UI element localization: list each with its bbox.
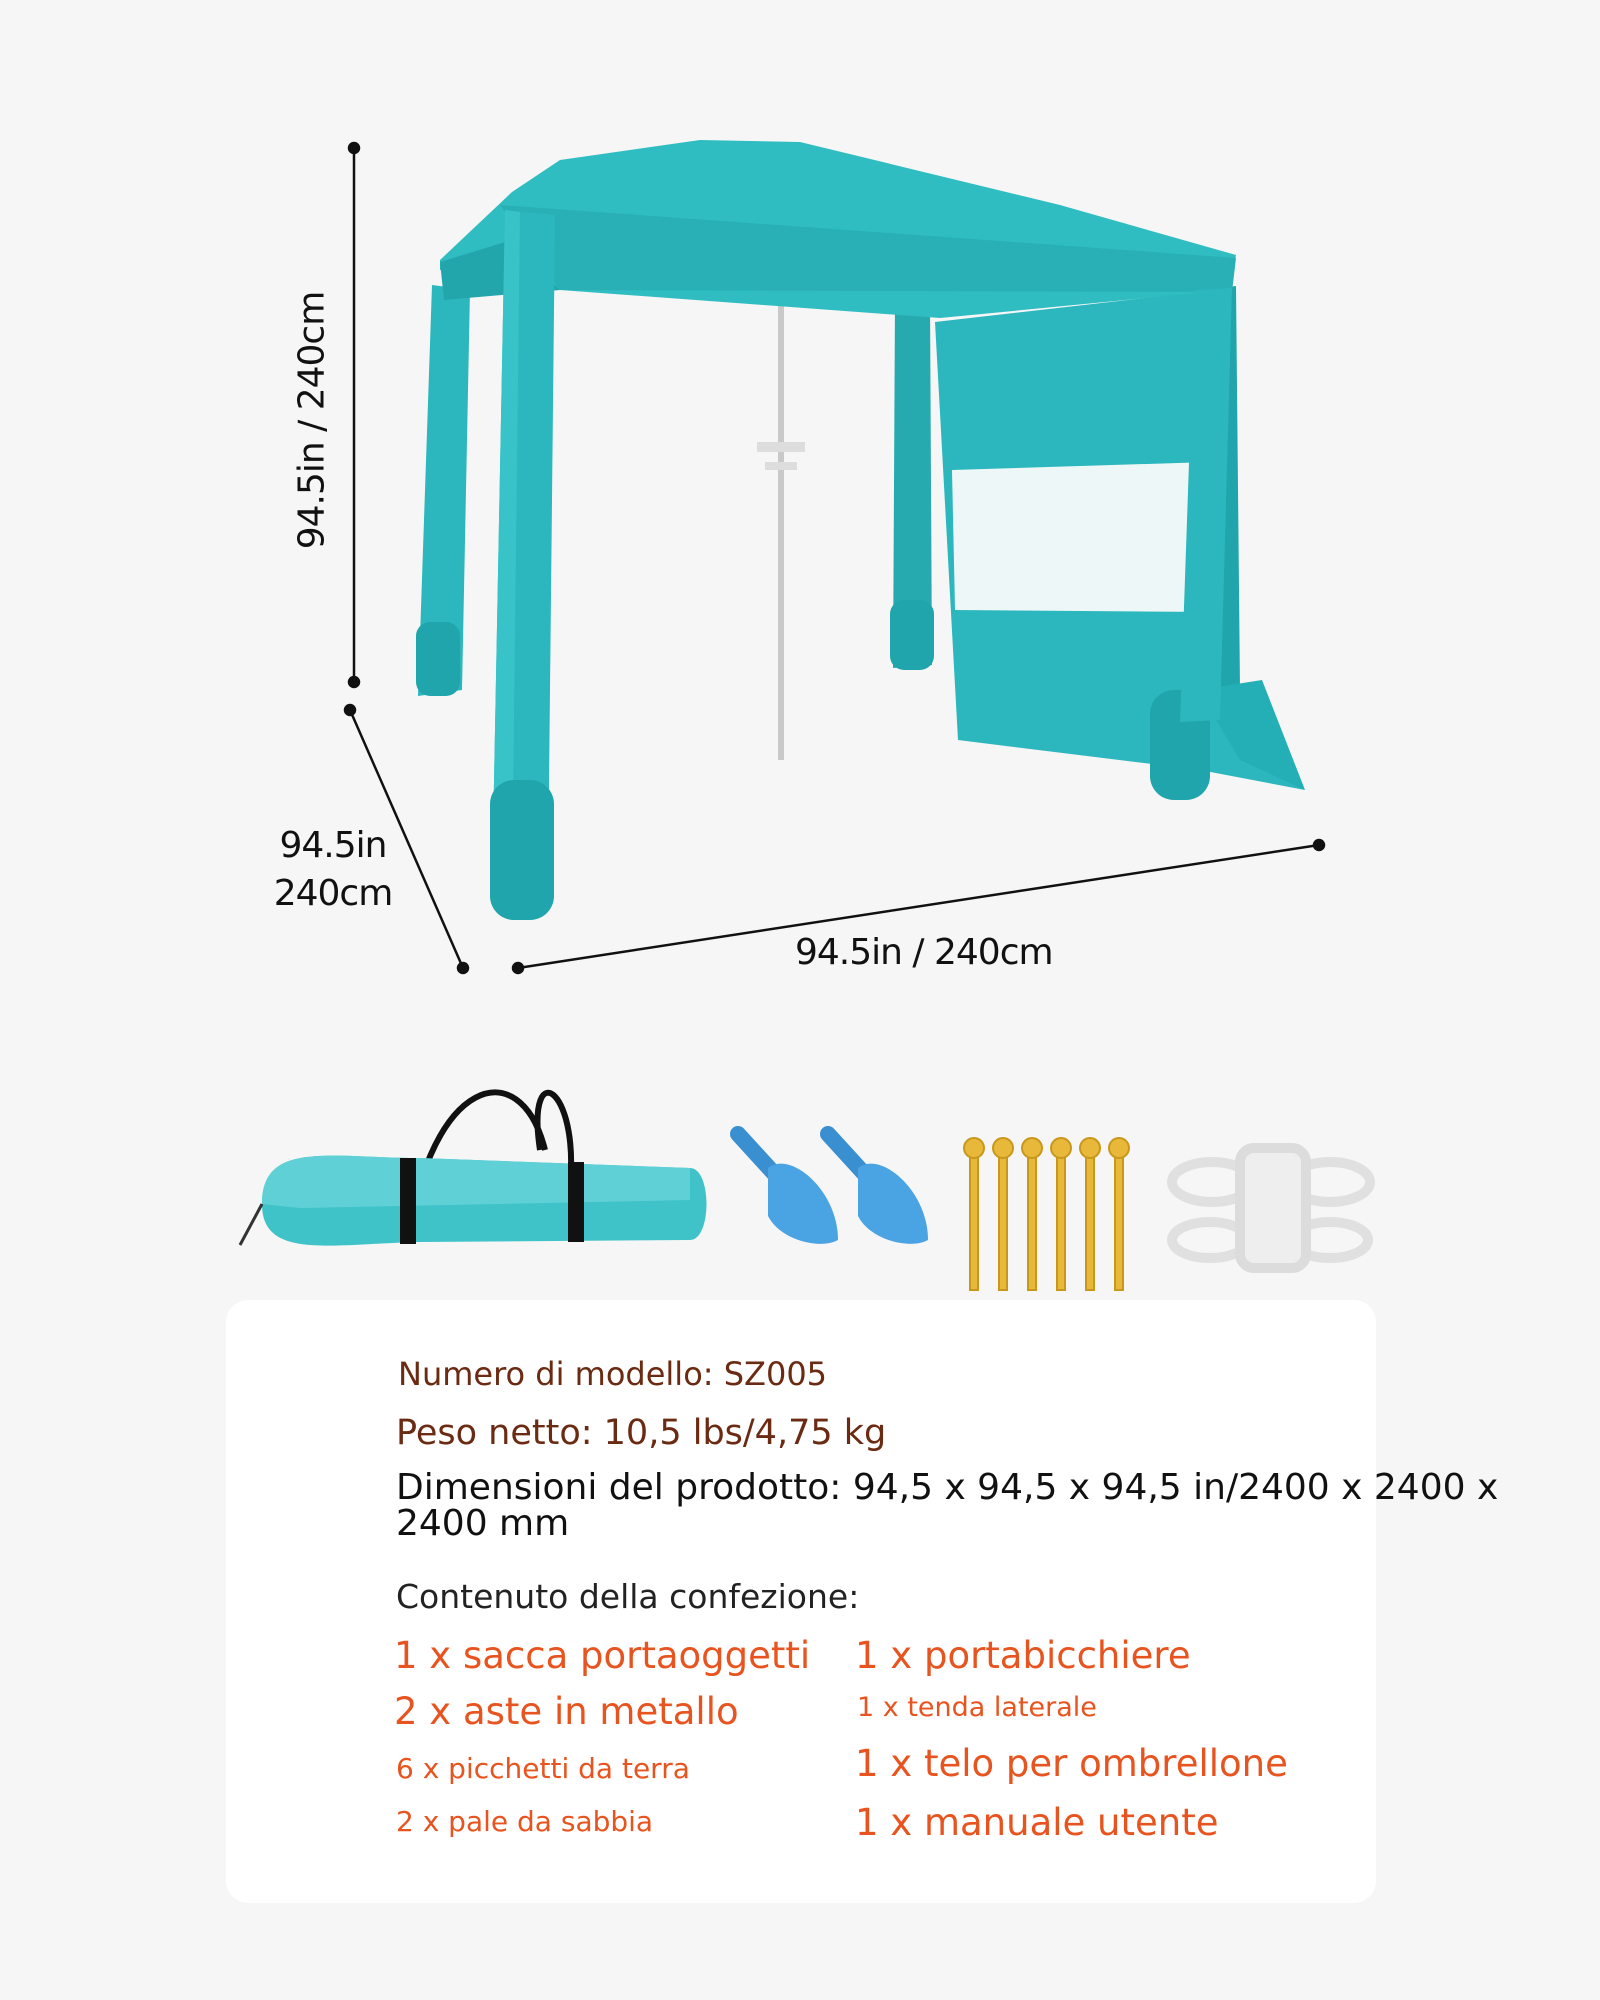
- contents-item: 1 x telo per ombrellone: [855, 1742, 1288, 1785]
- contents-item: 1 x manuale utente: [855, 1801, 1219, 1844]
- carry-bag-icon: [240, 1092, 707, 1245]
- ground-stakes-icon: [964, 1138, 1129, 1290]
- sand-shovels-icon: [738, 1134, 928, 1244]
- contents-item: 6 x picchetti da terra: [396, 1752, 690, 1785]
- contents-item: 2 x aste in metallo: [394, 1690, 739, 1733]
- height-label: 94.5in / 240cm: [291, 291, 333, 550]
- model-number: Numero di modello: SZ005: [398, 1355, 828, 1393]
- width-label: 94.5in / 240cm: [795, 932, 1053, 973]
- contents-item: 2 x pale da sabbia: [396, 1805, 654, 1838]
- depth-label-cm: 240cm: [273, 873, 393, 914]
- package-contents-title: Contenuto della confezione:: [396, 1577, 860, 1616]
- depth-label-in: 94.5in: [279, 825, 387, 866]
- accessories-row: [0, 1040, 1600, 1300]
- contents-item: 1 x portabicchiere: [855, 1634, 1191, 1677]
- contents-item: 1 x sacca portaoggetti: [394, 1634, 811, 1677]
- contents-item: 1 x tenda laterale: [857, 1692, 1097, 1723]
- net-weight: Peso netto: 10,5 lbs/4,75 kg: [396, 1413, 887, 1453]
- product-dimensions: Dimensioni del prodotto: 94,5 x 94,5 x 94,5 in/2400 x 2400 x 2400 mm: [396, 1467, 1499, 1544]
- depth-dimension: [268, 822, 398, 918]
- height-dimension: [292, 290, 332, 550]
- cup-holder-icon: [1172, 1148, 1370, 1268]
